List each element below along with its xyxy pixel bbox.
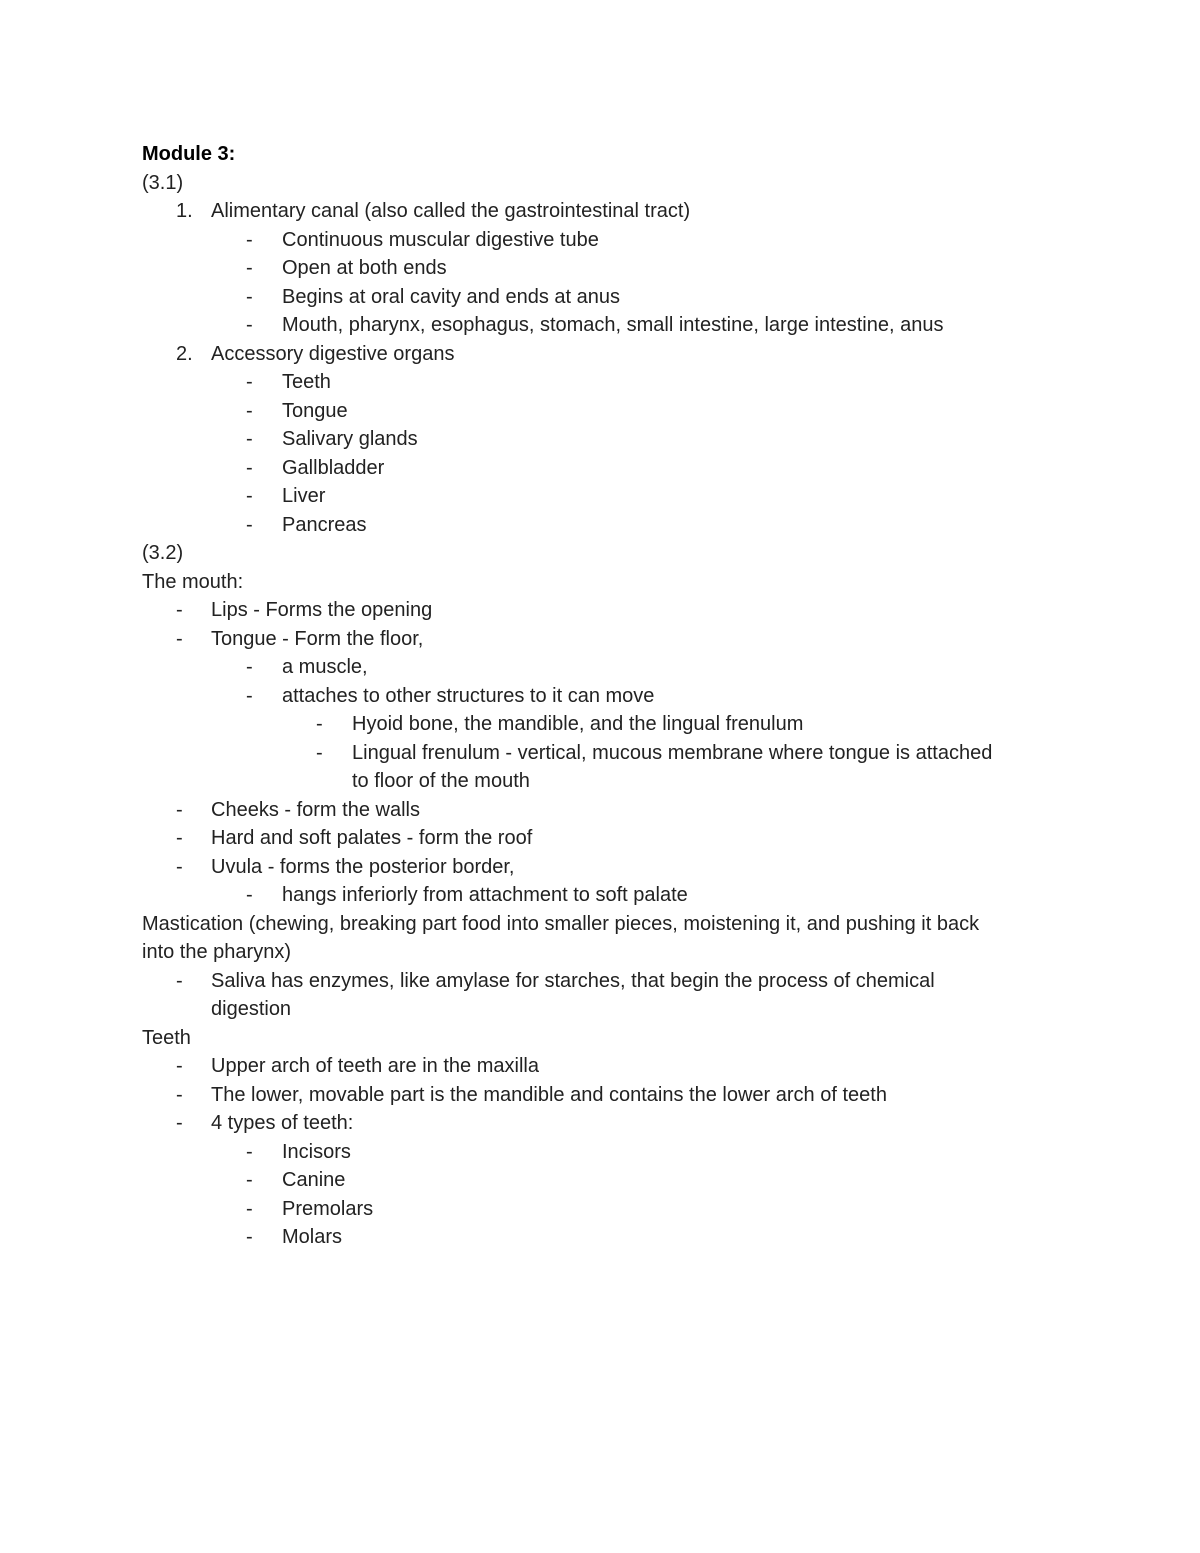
sub-list-item: Pancreas [282, 513, 367, 536]
section-heading: (3.1) [142, 171, 184, 194]
bullet-dash: - [246, 1197, 253, 1220]
sub-list-item: Continuous muscular digestive tube [282, 228, 599, 251]
bullet-dash: - [246, 428, 253, 450]
sub-list-item: a muscle, [282, 656, 368, 678]
sub-sub-list-item: Lingual frenulum - vertical, mucous membrane where tongue is attached [352, 741, 993, 764]
bullet-dash: - [246, 456, 253, 479]
sub-list-item: Liver [282, 485, 326, 507]
sub-list-item: Open at both ends [282, 257, 447, 279]
list-item: Lips - Forms the opening [211, 599, 433, 621]
sub-sub-list-item: Hyoid bone, the mandible, and the lingual frenulum [352, 713, 804, 735]
bullet-dash: - [246, 371, 253, 393]
list-item: Uvula - forms the posterior border, [211, 855, 515, 878]
section-subheading: Teeth [142, 1026, 191, 1049]
sub-list-item: Teeth [282, 371, 331, 393]
bullet-dash: - [246, 1140, 253, 1163]
paragraph-line: Mastication (chewing, breaking part food into smaller pieces, moistening it, and pushing it back [142, 912, 980, 935]
list-number: 2. [176, 342, 193, 365]
bullet-dash: - [176, 827, 183, 849]
bullet-dash: - [246, 257, 253, 279]
list-item: Alimentary canal (also called the gastrointestinal tract) [211, 200, 691, 222]
sub-list-item: hangs inferiorly from attachment to soft palate [282, 884, 688, 906]
bullet-dash: - [316, 713, 323, 735]
bullet-dash: - [246, 684, 253, 707]
sub-list-item: Mouth, pharynx, esophagus, stomach, small intestine, large intestine, anus [282, 314, 944, 336]
list-number: 1. [176, 200, 193, 222]
document-title: Module 3: [142, 143, 236, 165]
bullet-dash: - [246, 1226, 253, 1248]
sub-list-item: attaches to other structures to it can move [282, 684, 655, 707]
list-item: 4 types of teeth: [211, 1112, 354, 1134]
bullet-dash: - [176, 798, 183, 821]
sub-list-item: Premolars [282, 1197, 374, 1220]
list-item: digestion [211, 998, 292, 1020]
list-item: The lower, movable part is the mandible and contains the lower arch of teeth [211, 1083, 887, 1106]
list-item: Hard and soft palates - form the roof [211, 827, 533, 849]
bullet-dash: - [246, 656, 253, 678]
sub-list-item: Tongue [282, 399, 348, 422]
list-item: Tongue - Form the floor, [211, 627, 424, 650]
list-item: Cheeks - form the walls [211, 798, 420, 821]
sub-list-item: Begins at oral cavity and ends at anus [282, 285, 620, 308]
sub-list-item: Incisors [282, 1140, 351, 1163]
list-item: Saliva has enzymes, like amylase for starches, that begin the process of chemical [211, 969, 935, 992]
bullet-dash: - [176, 1112, 183, 1134]
bullet-dash: - [246, 228, 253, 251]
bullet-dash: - [246, 399, 253, 422]
list-item: Upper arch of teeth are in the maxilla [211, 1055, 539, 1077]
bullet-dash: - [176, 1055, 183, 1077]
bullet-dash: - [176, 855, 183, 878]
bullet-dash: - [176, 599, 183, 621]
sub-list-item: Molars [282, 1226, 343, 1248]
bullet-dash: - [246, 513, 253, 536]
bullet-dash: - [176, 627, 183, 650]
sub-list-item: Salivary glands [282, 428, 418, 450]
paragraph-line: into the pharynx) [142, 941, 291, 963]
bullet-dash: - [246, 314, 253, 336]
bullet-dash: - [176, 1083, 183, 1106]
section-heading: (3.2) [142, 542, 184, 564]
sub-list-item: Canine [282, 1169, 346, 1191]
sub-sub-list-item: to floor of the mouth [352, 770, 530, 792]
section-subheading: The mouth: [142, 570, 244, 593]
bullet-dash: - [316, 741, 323, 764]
bullet-dash: - [246, 1169, 253, 1191]
bullet-dash: - [176, 969, 183, 992]
bullet-dash: - [246, 485, 253, 507]
list-item: Accessory digestive organs [211, 342, 455, 365]
sub-list-item: Gallbladder [282, 456, 385, 479]
bullet-dash: - [246, 884, 253, 906]
bullet-dash: - [246, 285, 253, 308]
